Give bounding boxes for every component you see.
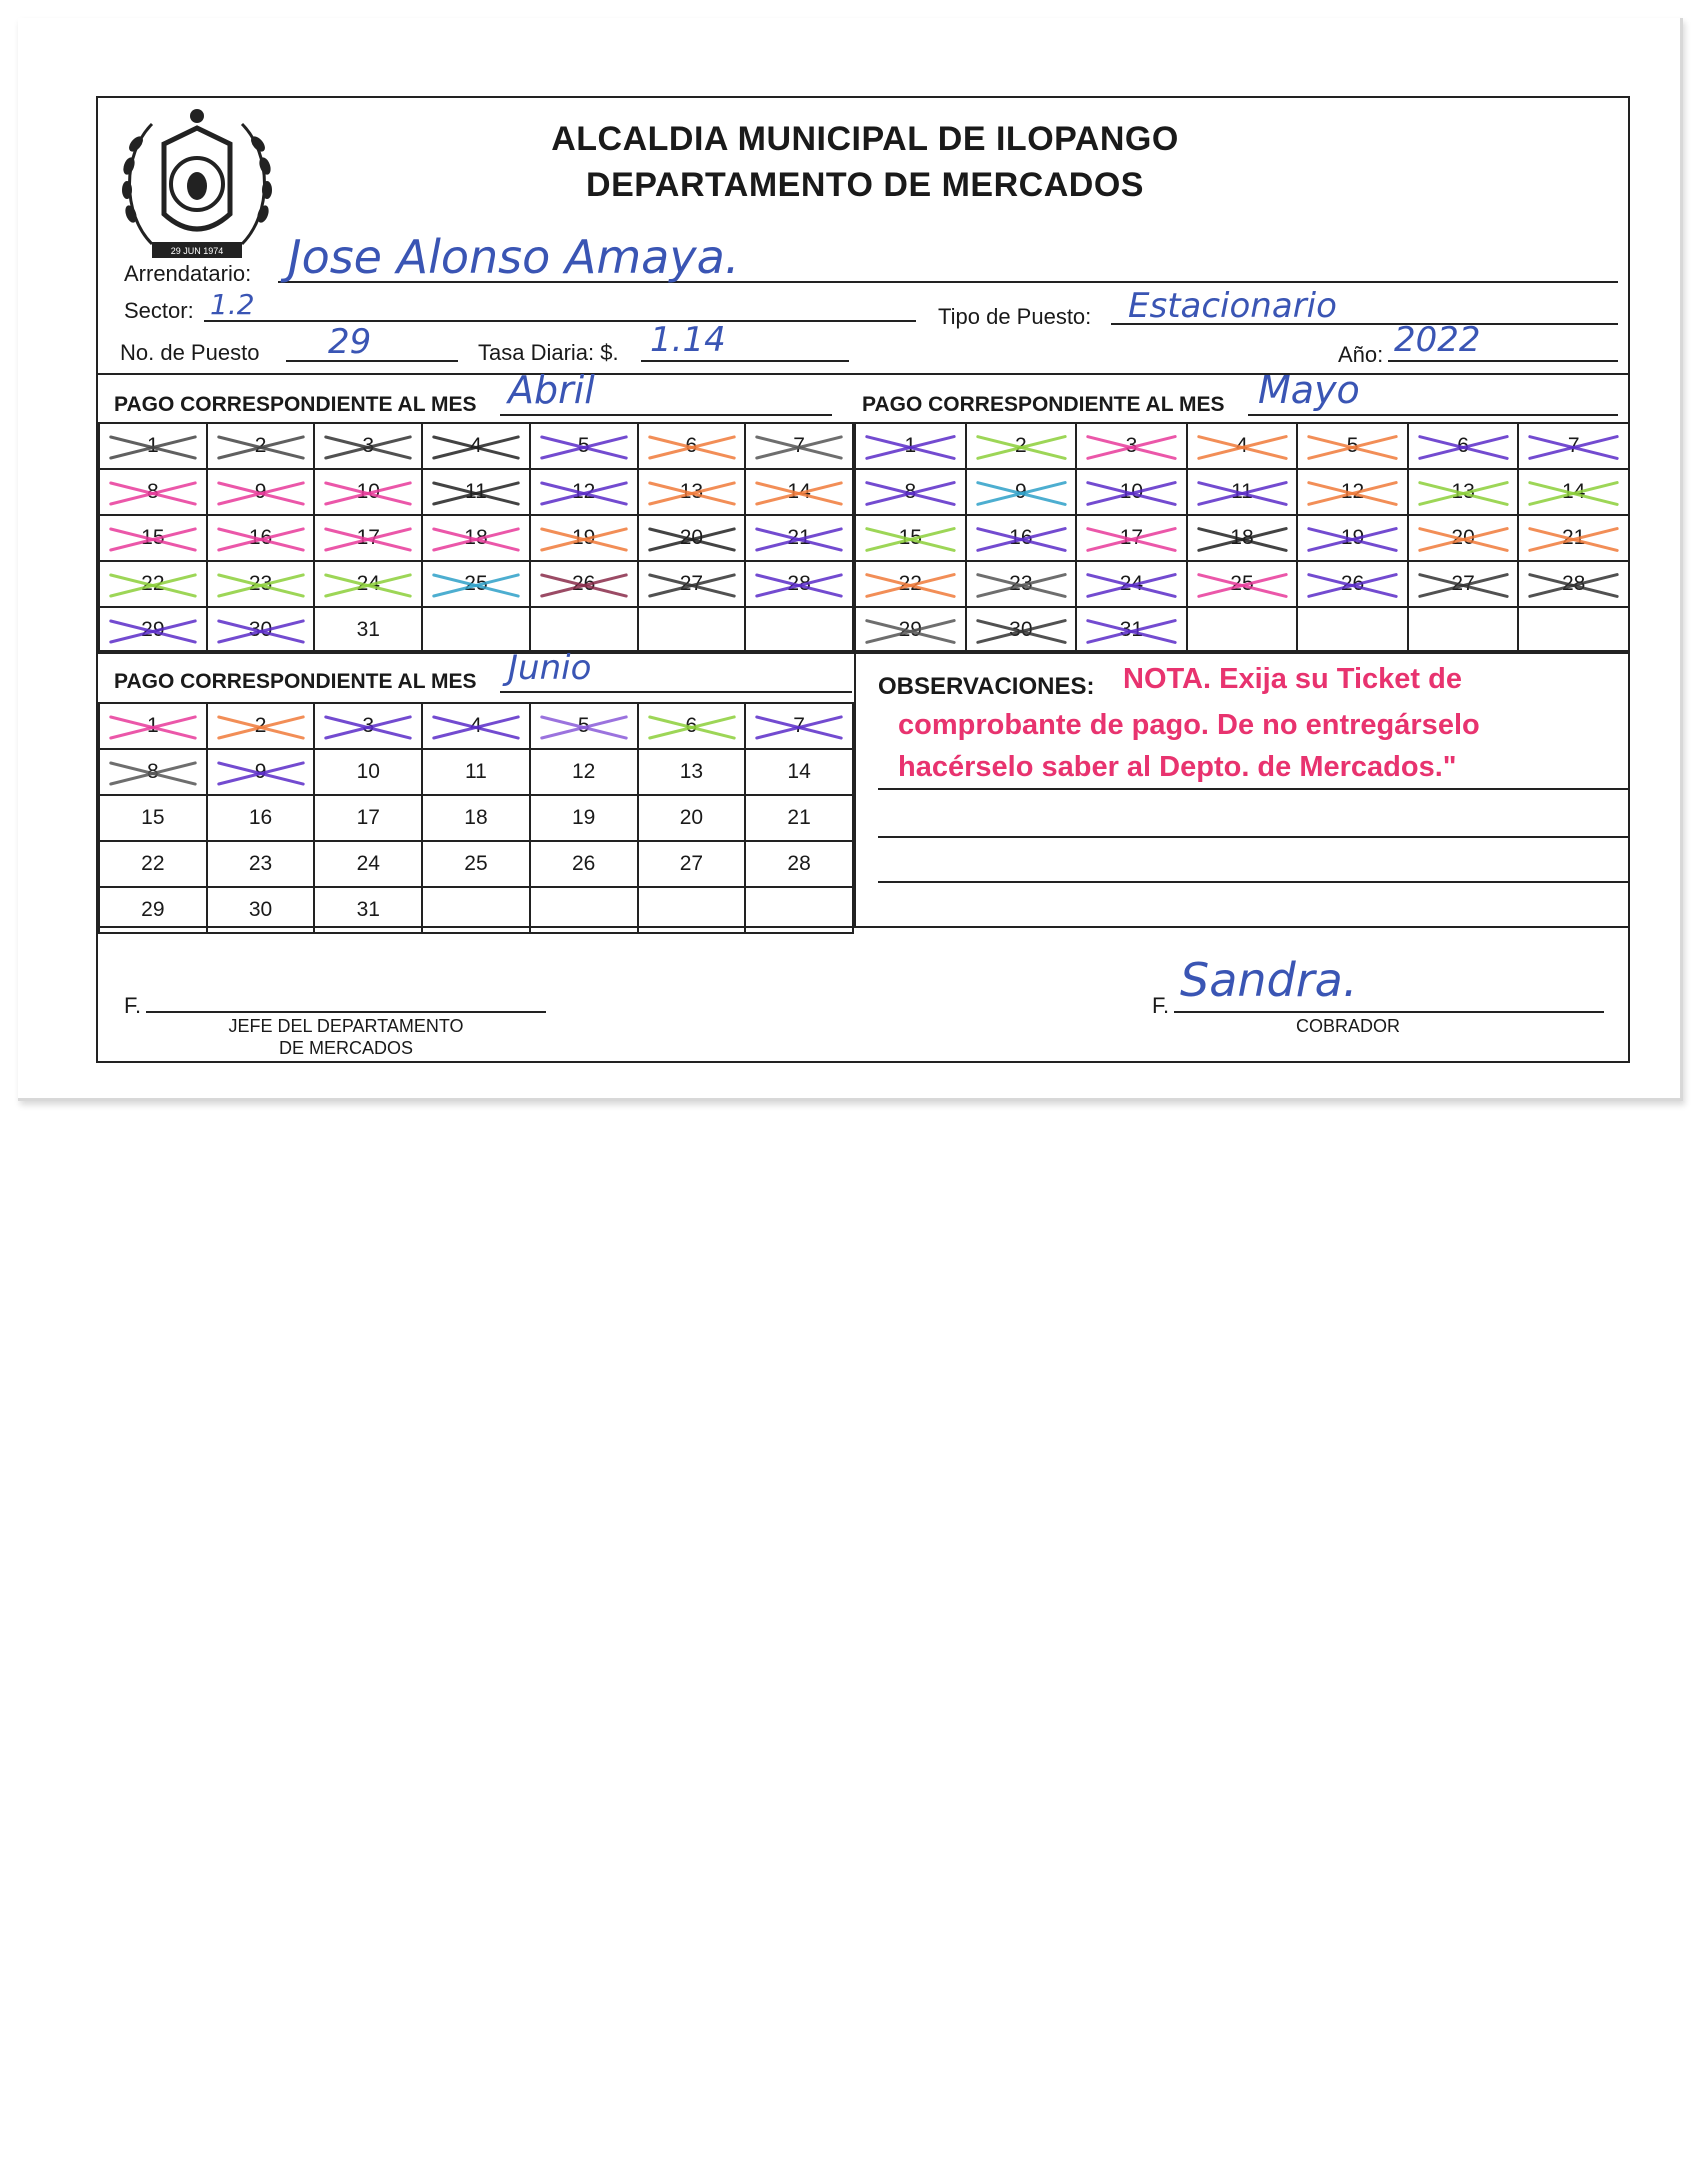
day-cell [99, 515, 207, 561]
day-cell [855, 423, 966, 469]
day-number: 5 [577, 434, 590, 457]
tipo-puesto-value: Estacionario [1128, 286, 1337, 326]
puesto-value: 29 [328, 322, 372, 362]
day-cell [422, 749, 530, 795]
day-cell [422, 703, 530, 749]
day-cell [422, 515, 530, 561]
day-number: 27 [1451, 572, 1475, 595]
nota-line-1: NOTA. Exija su Ticket de [1123, 663, 1462, 695]
calendar-week-row [99, 423, 853, 469]
day-number: 4 [470, 714, 482, 737]
day-number: 22 [141, 572, 165, 595]
day-number: 8 [147, 760, 159, 783]
month-abril-line [500, 414, 832, 416]
puesto-label: No. de Puesto [120, 340, 260, 365]
calendar-week-row [99, 469, 853, 515]
day-number: 2 [254, 434, 267, 457]
day-cell [638, 515, 746, 561]
empty-cell [1187, 607, 1298, 653]
day-number: 26 [571, 852, 596, 875]
day-cell [422, 561, 530, 607]
month-junio-label: PAGO CORRESPONDIENTE AL MES [114, 670, 477, 693]
empty-cell [530, 607, 638, 653]
day-cell [99, 841, 207, 887]
day-cell [530, 515, 638, 561]
day-cell [745, 841, 853, 887]
day-number: 4 [1236, 434, 1248, 457]
day-cell [99, 607, 207, 653]
month-junio-line [500, 691, 852, 693]
day-cell [207, 703, 315, 749]
day-number: 17 [356, 526, 380, 549]
day-number: 2 [1015, 434, 1027, 457]
day-cell [207, 749, 315, 795]
day-number: 17 [1119, 526, 1144, 549]
day-number: 3 [362, 434, 375, 457]
day-cell [745, 469, 853, 515]
day-number: 3 [1125, 434, 1138, 457]
nota-line-2: comprobante de pago. De no entregárselo [898, 709, 1480, 741]
day-number: 11 [465, 480, 487, 503]
day-cell [638, 703, 746, 749]
day-cell [422, 469, 530, 515]
day-cell [314, 795, 422, 841]
day-number: 31 [1119, 618, 1144, 641]
calendar-week-row [99, 515, 853, 561]
day-number: 23 [248, 572, 273, 595]
day-cell [422, 423, 530, 469]
puesto-line [286, 360, 458, 362]
calendar-week-row [99, 561, 853, 607]
nota-line-3: hacérselo saber al Depto. de Mercados." [898, 751, 1457, 783]
day-cell [745, 423, 853, 469]
day-number: 12 [571, 760, 596, 783]
day-number: 20 [1451, 526, 1475, 549]
day-number: 11 [465, 760, 487, 783]
day-number: 18 [1230, 526, 1254, 549]
day-cell [638, 423, 746, 469]
calendar-week-row [855, 515, 1629, 561]
day-number: 18 [464, 806, 488, 829]
observaciones-line-3 [878, 881, 1628, 883]
day-number: 19 [1340, 526, 1365, 549]
observaciones-line-2 [878, 836, 1628, 838]
day-cell [1408, 515, 1519, 561]
day-cell [314, 561, 422, 607]
day-cell [638, 561, 746, 607]
day-cell [207, 469, 315, 515]
tasa-value: 1.14 [650, 320, 726, 360]
day-number: 25 [1230, 572, 1254, 595]
day-number: 8 [147, 480, 159, 503]
day-cell [207, 515, 315, 561]
tasa-label: Tasa Diaria: $. [478, 340, 619, 365]
day-number: 9 [254, 760, 267, 783]
day-number: 22 [141, 852, 165, 875]
day-cell [745, 561, 853, 607]
tipo-puesto-label: Tipo de Puesto: [938, 304, 1092, 329]
jefe-signature-line [146, 1011, 546, 1013]
day-number: 13 [679, 480, 704, 503]
day-number: 21 [787, 526, 811, 549]
day-number: 6 [1457, 434, 1469, 457]
day-cell [745, 795, 853, 841]
sector-line [204, 320, 916, 322]
day-number: 19 [571, 806, 596, 829]
day-cell [207, 423, 315, 469]
day-number: 28 [787, 572, 811, 595]
day-number: 26 [1340, 572, 1365, 595]
jefe-signature-prefix: F. [124, 993, 142, 1018]
empty-cell [422, 607, 530, 653]
day-number: 29 [141, 618, 165, 641]
card-frame [96, 96, 1630, 1063]
day-cell [638, 795, 746, 841]
day-cell [855, 561, 966, 607]
day-cell [99, 423, 207, 469]
month-mayo-line [1248, 414, 1618, 416]
jefe-title-1: JEFE DEL DEPARTAMENTO [228, 1016, 464, 1036]
day-number: 7 [793, 434, 805, 457]
day-number: 10 [356, 760, 380, 783]
day-number: 12 [1340, 480, 1365, 503]
calendar-week-row [855, 423, 1629, 469]
day-cell [530, 703, 638, 749]
day-cell [1076, 607, 1187, 653]
day-number: 16 [248, 806, 273, 829]
day-cell [314, 469, 422, 515]
day-cell [1408, 423, 1519, 469]
day-cell [966, 515, 1077, 561]
day-cell [1408, 469, 1519, 515]
day-number: 15 [898, 526, 922, 549]
day-cell [207, 561, 315, 607]
day-number: 15 [141, 526, 165, 549]
day-cell [530, 749, 638, 795]
day-number: 26 [571, 572, 596, 595]
day-number: 3 [362, 714, 375, 737]
day-cell [966, 469, 1077, 515]
day-cell [99, 469, 207, 515]
day-number: 13 [679, 760, 704, 783]
day-number: 16 [1009, 526, 1033, 549]
day-number: 8 [904, 480, 917, 503]
day-number: 28 [1562, 572, 1586, 595]
tasa-line [641, 360, 849, 362]
day-number: 9 [254, 480, 267, 503]
day-cell [855, 469, 966, 515]
day-cell [1187, 561, 1298, 607]
day-cell [99, 703, 207, 749]
sector-label: Sector: [124, 298, 194, 323]
day-number: 10 [356, 480, 380, 503]
day-cell [314, 423, 422, 469]
day-cell [1076, 515, 1187, 561]
section-divider [98, 373, 1628, 375]
calendar-week-row [99, 795, 853, 841]
section-divider-2 [98, 650, 1628, 652]
calendar-junio [98, 702, 854, 934]
day-number: 13 [1451, 480, 1475, 503]
month-junio-value: Junio [508, 648, 592, 688]
sector-value: 1.2 [210, 288, 255, 321]
svg-text:29 JUN 1974: 29 JUN 1974 [170, 246, 224, 256]
day-number: 11 [1231, 480, 1253, 503]
day-number: 24 [356, 572, 380, 595]
day-cell [422, 795, 530, 841]
day-cell [1408, 561, 1519, 607]
day-cell [207, 607, 315, 653]
day-cell [1187, 469, 1298, 515]
day-number: 22 [898, 572, 922, 595]
calendar-week-row [99, 749, 853, 795]
day-number: 27 [679, 572, 704, 595]
day-cell [530, 841, 638, 887]
day-cell [530, 795, 638, 841]
day-number: 18 [464, 526, 488, 549]
day-cell [530, 561, 638, 607]
day-number: 14 [787, 480, 811, 503]
day-number: 24 [356, 852, 380, 875]
month-abril-label: PAGO CORRESPONDIENTE AL MES [114, 393, 477, 416]
observaciones-label: OBSERVACIONES: [878, 673, 1095, 700]
day-cell [207, 841, 315, 887]
anio-line [1388, 360, 1618, 362]
month-mayo-label: PAGO CORRESPONDIENTE AL MES [862, 393, 1225, 416]
day-cell [1187, 423, 1298, 469]
cobrador-signature-prefix: F. [1152, 993, 1170, 1018]
day-number: 7 [1567, 434, 1580, 457]
day-cell [1518, 515, 1629, 561]
day-number: 24 [1119, 572, 1144, 595]
day-number: 10 [1119, 480, 1144, 503]
month-mayo-value: Mayo [1258, 368, 1360, 412]
day-cell [207, 795, 315, 841]
day-cell [966, 561, 1077, 607]
day-number: 1 [904, 434, 917, 457]
calendar-week-row [99, 841, 853, 887]
cobrador-signature: Sandra. [1180, 953, 1358, 1007]
day-cell [966, 423, 1077, 469]
day-number: 30 [248, 898, 273, 921]
day-cell [1076, 469, 1187, 515]
day-number: 17 [356, 806, 380, 829]
day-cell [530, 469, 638, 515]
day-cell [314, 841, 422, 887]
day-cell [1297, 423, 1408, 469]
day-number: 29 [141, 898, 165, 921]
day-cell [855, 607, 966, 653]
day-cell [99, 561, 207, 607]
day-number: 31 [356, 618, 380, 641]
day-number: 23 [1009, 572, 1033, 595]
day-number: 12 [571, 480, 596, 503]
day-cell [638, 469, 746, 515]
day-number: 31 [356, 898, 380, 921]
day-cell [99, 795, 207, 841]
observaciones-divider [854, 650, 856, 928]
day-cell [1297, 469, 1408, 515]
arrendatario-label: Arrendatario: [124, 261, 252, 286]
day-number: 9 [1015, 480, 1027, 503]
empty-cell [1297, 607, 1408, 653]
day-number: 30 [1009, 618, 1033, 641]
day-cell [1076, 561, 1187, 607]
calendar-week-row [99, 607, 853, 653]
day-cell [530, 423, 638, 469]
day-number: 30 [248, 618, 273, 641]
day-cell [745, 749, 853, 795]
header-title-department: DEPARTAMENTO DE MERCADOS [586, 166, 1144, 204]
day-cell [1297, 561, 1408, 607]
day-cell [745, 703, 853, 749]
cobrador-signature-line [1174, 1011, 1604, 1013]
day-cell [745, 515, 853, 561]
empty-cell [745, 607, 853, 653]
day-number: 15 [141, 806, 165, 829]
empty-cell [1518, 607, 1629, 653]
observaciones-line-1 [878, 788, 1628, 790]
day-cell [855, 515, 966, 561]
market-payment-card [18, 18, 1683, 1101]
day-cell [1076, 423, 1187, 469]
cobrador-title: COBRADOR [1295, 1016, 1400, 1036]
day-number: 29 [898, 618, 922, 641]
day-cell [638, 841, 746, 887]
day-cell [422, 841, 530, 887]
day-number: 16 [248, 526, 273, 549]
day-cell [314, 515, 422, 561]
day-cell [99, 749, 207, 795]
header-title-municipality: ALCALDIA MUNICIPAL DE ILOPANGO [551, 120, 1179, 158]
calendar-abril [98, 422, 854, 654]
day-cell [314, 607, 422, 653]
section-divider-3 [98, 926, 1628, 928]
day-cell [1187, 515, 1298, 561]
day-number: 19 [571, 526, 596, 549]
empty-cell [638, 607, 746, 653]
day-number: 28 [787, 852, 811, 875]
day-number: 1 [147, 714, 159, 737]
day-cell [1518, 423, 1629, 469]
day-number: 27 [679, 852, 704, 875]
day-cell [966, 607, 1077, 653]
calendar-mayo [854, 422, 1630, 654]
empty-cell [1408, 607, 1519, 653]
day-number: 1 [147, 434, 159, 457]
month-abril-value: Abril [508, 368, 595, 412]
day-number: 14 [1562, 480, 1586, 503]
calendar-week-row [855, 561, 1629, 607]
day-number: 25 [464, 852, 488, 875]
calendar-week-row [99, 703, 853, 749]
calendar-week-row [855, 469, 1629, 515]
day-number: 5 [1346, 434, 1359, 457]
arrendatario-value: Jose Alonso Amaya. [288, 230, 740, 284]
day-number: 6 [685, 434, 698, 457]
day-number: 23 [248, 852, 273, 875]
day-cell [314, 703, 422, 749]
day-cell [638, 749, 746, 795]
day-cell [1518, 561, 1629, 607]
day-cell [314, 749, 422, 795]
day-number: 5 [577, 714, 590, 737]
day-cell [1518, 469, 1629, 515]
day-number: 6 [685, 714, 698, 737]
anio-label: Año: [1338, 342, 1384, 367]
day-number: 21 [787, 806, 811, 829]
day-number: 14 [787, 760, 811, 783]
day-number: 7 [793, 714, 805, 737]
calendar-week-row [855, 607, 1629, 653]
day-number: 4 [470, 434, 482, 457]
day-number: 20 [679, 526, 704, 549]
day-number: 20 [679, 806, 704, 829]
day-number: 2 [254, 714, 267, 737]
day-cell [1297, 515, 1408, 561]
jefe-title-2: DE MERCADOS [278, 1038, 413, 1058]
day-number: 25 [464, 572, 488, 595]
day-number: 21 [1562, 526, 1586, 549]
anio-value: 2022 [1394, 320, 1481, 360]
